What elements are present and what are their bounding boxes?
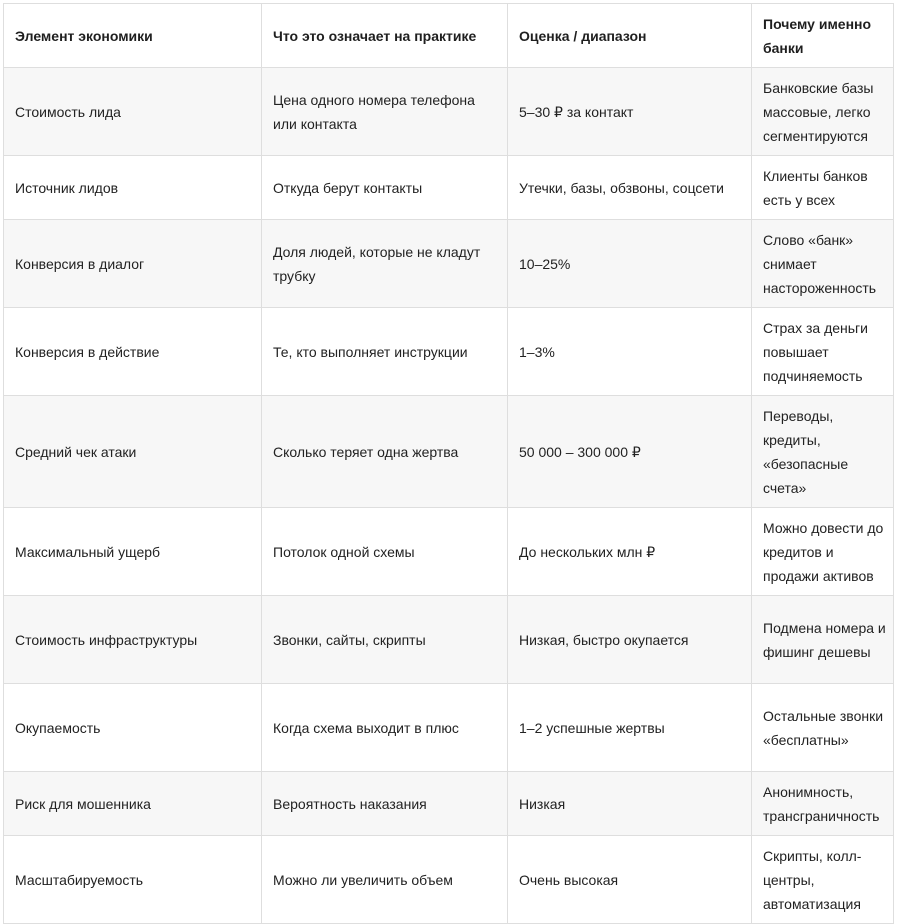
cell-estimate: Низкая: [508, 772, 752, 836]
cell-why-banks: Переводы, кредиты, «безопасные счета»: [752, 396, 894, 508]
cell-element: Конверсия в действие: [4, 308, 262, 396]
cell-estimate: Низкая, быстро окупается: [508, 596, 752, 684]
cell-element: Масштабируемость: [4, 836, 262, 924]
cell-element: Конверсия в диалог: [4, 220, 262, 308]
cell-estimate: 1–3%: [508, 308, 752, 396]
header-cell-estimate: Оценка / диапазон: [508, 4, 752, 68]
table-row: [4, 684, 894, 772]
cell-estimate: Очень высокая: [508, 836, 752, 924]
table-header: [4, 4, 894, 68]
table-row: [4, 596, 894, 684]
table-row: [4, 308, 894, 396]
cell-element: Стоимость инфраструктуры: [4, 596, 262, 684]
cell-why-banks: Клиенты банков есть у всех: [752, 156, 894, 220]
cell-element: Окупаемость: [4, 684, 262, 772]
cell-meaning: Те, кто выполняет инструкции: [262, 308, 508, 396]
cell-estimate: До нескольких млн ₽: [508, 508, 752, 596]
table-row: [4, 836, 894, 924]
cell-estimate: 50 000 – 300 000 ₽: [508, 396, 752, 508]
cell-why-banks: Скрипты, колл-центры, автоматизация: [752, 836, 894, 924]
cell-why-banks: Остальные звонки «бесплатны»: [752, 684, 894, 772]
cell-element: Максимальный ущерб: [4, 508, 262, 596]
header-cell-meaning: Что это означает на практике: [262, 4, 508, 68]
cell-meaning: Вероятность наказания: [262, 772, 508, 836]
cell-meaning: Цена одного номера телефона или контакта: [262, 68, 508, 156]
cell-element: Источник лидов: [4, 156, 262, 220]
table-row: [4, 396, 894, 508]
cell-why-banks: Страх за деньги повышает подчиняемость: [752, 308, 894, 396]
header-cell-why-banks: Почему именно банки: [752, 4, 894, 68]
cell-meaning: Когда схема выходит в плюс: [262, 684, 508, 772]
cell-estimate: Утечки, базы, обзвоны, соцсети: [508, 156, 752, 220]
cell-why-banks: Слово «банк» снимает настороженность: [752, 220, 894, 308]
cell-meaning: Потолок одной схемы: [262, 508, 508, 596]
table-row: [4, 220, 894, 308]
cell-element: Средний чек атаки: [4, 396, 262, 508]
cell-meaning: Звонки, сайты, скрипты: [262, 596, 508, 684]
cell-estimate: 1–2 успешные жертвы: [508, 684, 752, 772]
cell-element: Стоимость лида: [4, 68, 262, 156]
cell-estimate: 10–25%: [508, 220, 752, 308]
table-row: [4, 156, 894, 220]
table-body: [4, 68, 894, 924]
cell-meaning: Можно ли увеличить объем: [262, 836, 508, 924]
cell-meaning: Сколько теряет одна жертва: [262, 396, 508, 508]
cell-why-banks: Подмена номера и фишинг дешевы: [752, 596, 894, 684]
table-row: [4, 772, 894, 836]
cell-why-banks: Можно довести до кредитов и продажи активов: [752, 508, 894, 596]
table-row: [4, 508, 894, 596]
header-cell-element: Элемент экономики: [4, 4, 262, 68]
cell-meaning: Доля людей, которые не кладут трубку: [262, 220, 508, 308]
cell-meaning: Откуда берут контакты: [262, 156, 508, 220]
header-row: [4, 4, 894, 68]
cell-why-banks: Анонимность, трансграничность: [752, 772, 894, 836]
cell-why-banks: Банковские базы массовые, легко сегментируются: [752, 68, 894, 156]
cell-estimate: 5–30 ₽ за контакт: [508, 68, 752, 156]
table-row: [4, 68, 894, 156]
economics-table: [3, 3, 894, 924]
economics-table-container: [3, 3, 894, 924]
cell-element: Риск для мошенника: [4, 772, 262, 836]
